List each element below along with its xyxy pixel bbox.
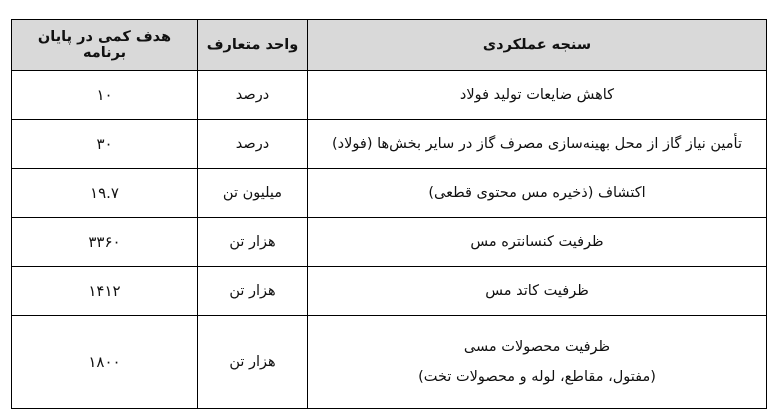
cell-target: ۱۹.۷ [12,169,198,218]
cell-target: ۱۴۱۲ [12,267,198,316]
cell-target: ۳۳۶۰ [12,218,198,267]
header-metric: سنجه عملکردی [308,20,767,71]
header-target: هدف کمی در پایان برنامه [12,20,198,71]
cell-metric: اکتشاف (ذخیره مس محتوی قطعی) [308,169,767,218]
cell-metric [308,316,767,409]
cell-metric: ظرفیت کاتد مس [308,267,767,316]
cell-metric: کاهش ضایعات تولید فولاد [308,71,767,120]
table-row [12,71,767,120]
header-unit: واحد متعارف [198,20,308,71]
table-row [12,316,767,409]
cell-target: ۱۰ [12,71,198,120]
cell-unit: میلیون تن [198,169,308,218]
cell-target: ۱۸۰۰ [12,316,198,409]
table-row [12,120,767,169]
performance-table-container [11,19,766,409]
table-row [12,169,767,218]
performance-table [11,19,767,409]
table-row [12,267,767,316]
cell-metric-line-1: ظرفیت محصولات مسی [463,339,611,355]
cell-unit: درصد [198,71,308,120]
cell-target: ۳۰ [12,120,198,169]
cell-unit: درصد [198,120,308,169]
cell-unit: هزار تن [198,267,308,316]
table-header-row [12,20,767,71]
cell-metric-line-2: (مفتول، مقاطع، لوله و محصولات تخت) [418,369,656,385]
cell-unit: هزار تن [198,218,308,267]
cell-metric: تأمین نیاز گاز از محل بهینه‌سازی مصرف گاز در سایر بخش‌ها (فولاد) [308,120,767,169]
cell-metric: ظرفیت کنسانتره مس [308,218,767,267]
cell-unit: هزار تن [198,316,308,409]
table-row [12,218,767,267]
